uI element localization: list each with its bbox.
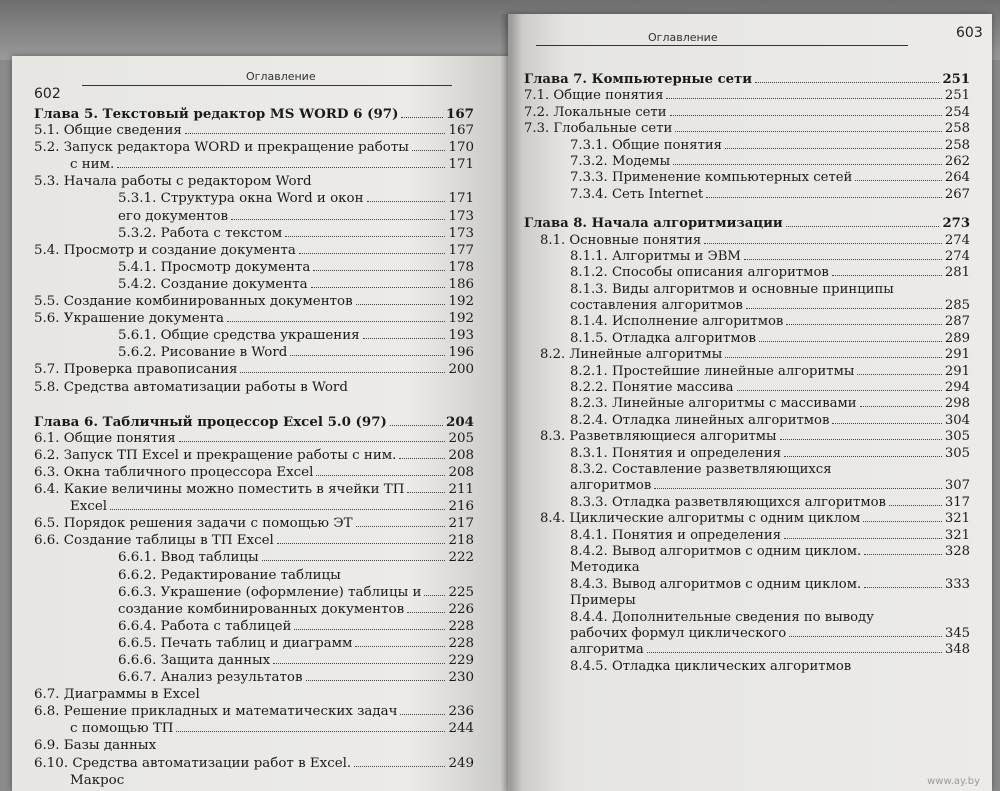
toc-entry-page: 281 [944,265,970,281]
toc-leader-dots [412,150,446,151]
toc-entry-title: 8.3. Разветвляющиеся алгоритмы [540,429,777,445]
toc-entry-page: 222 [448,550,474,566]
left-page [12,56,508,791]
toc-entry-page: 273 [942,216,970,232]
toc-entry-page: 333 [944,576,970,592]
toc-entry-title: 5.4. Просмотр и создание документа [34,242,296,258]
toc-entry-page: 264 [944,170,970,186]
toc-leader-dots [666,98,941,99]
toc-leader-dots [784,456,942,457]
toc-entry-title: 6.4. Какие величины можно поместить в ячейки ТП [34,482,405,498]
toc-entry-title: 5.8. Средства автоматизации работы в Word [34,379,348,395]
toc-entry-title: 7.3. Глобальные сети [524,121,673,137]
toc-entry-page: 167 [446,106,474,122]
toc-entry [34,260,474,277]
toc-entry-page: 274 [944,232,970,248]
toc-entry [524,314,970,330]
toc-entry-page: 171 [448,157,474,173]
toc-entry-page: 317 [944,494,970,510]
toc-leader-dots [240,372,445,373]
toc-leader-dots [401,117,443,118]
toc-entry-page: 328 [944,543,970,559]
toc-entry [34,191,474,208]
toc-entry-title: 8.1.1. Алгоритмы и ЭВМ [570,248,741,264]
toc-leader-dots [185,133,446,134]
toc-leader-dots [725,357,942,358]
toc-spacer [34,397,474,414]
toc-entry [524,331,970,347]
toc-entry-title: 8.4.5. Отладка циклических алгоритмов [570,658,852,674]
toc-entry [34,277,474,294]
toc-entry-page: 173 [448,208,474,224]
toc-entry [524,138,970,154]
right-page [508,14,992,791]
book-gutter [500,14,522,791]
toc-leader-dots [863,521,942,522]
toc-entry [34,550,474,567]
toc-entry [34,294,474,311]
toc-entry-title: 7.3.4. Сеть Internet [570,186,704,202]
toc-entry-title: 8.1.2. Способы описания алгоритмов [570,265,829,281]
toc-entry-page: 244 [448,721,474,737]
toc-entry-title: 6.7. Диаграммы в Excel [34,687,200,703]
toc-leader-dots [864,587,942,588]
toc-entry-title: 8.2.1. Простейшие линейные алгоритмы [570,363,855,379]
toc-entry [34,619,474,636]
toc-entry-title: 6.6.2. Редактирование таблицы [118,567,341,583]
toc-entry-title: 8.3.3. Отладка разветвляющихся алгоритмов [570,494,886,510]
toc-entry [524,642,970,658]
toc-entry-page: 218 [448,533,474,549]
toc-entry-page: 226 [448,601,474,617]
toc-entry-page: 348 [944,642,970,658]
toc-leader-dots [755,82,939,83]
toc-leader-dots [356,526,446,527]
toc-chapter-entry [34,414,474,431]
toc-entry [34,345,474,362]
toc-chapter-entry [524,216,970,232]
toc-entry-title: 5.4.2. Создание документа [118,276,308,292]
toc-entry [34,602,474,619]
toc-entry-title: 5.3.1. Структура окна Word и окон [118,191,364,207]
toc-entry [524,282,970,298]
toc-entry [34,174,474,191]
toc-leader-dots [786,226,940,227]
toc-entry [34,687,474,704]
toc-entry-title: 5.3.2. Работа с текстом [118,225,283,241]
toc-entry-page: 208 [448,464,474,480]
toc-entry-title: 8.1.4. Исполнение алгоритмов [570,314,784,330]
toc-entry-page: 192 [448,294,474,310]
toc-entry-title: с помощью ТП [70,721,174,737]
toc-entry-page: 307 [944,478,970,494]
toc-entry-title: 6.6.3. Украшение (оформление) таблицы и [118,584,422,600]
toc-leader-dots [367,201,446,202]
toc-entry [524,88,970,104]
toc-entry-page: 178 [448,259,474,275]
toc-entry-page: 304 [944,412,970,428]
toc-leader-dots [356,304,446,305]
toc-entry-page: 345 [944,625,970,641]
toc-leader-dots [744,259,942,260]
toc-entry [524,446,970,462]
toc-entry [34,157,474,174]
toc-entry [34,721,474,738]
toc-leader-dots [889,505,942,506]
toc-entry-title: 6.6.1. Ввод таблицы [118,550,259,566]
toc-entry-page: 170 [448,140,474,156]
toc-entry-page: 192 [448,311,474,327]
toc-entry-page: 305 [944,429,970,445]
toc-leader-dots [746,308,942,309]
toc-entry [524,626,970,642]
toc-entry [34,123,474,140]
toc-entry-page: 211 [448,482,474,498]
toc-entry-title: его документов [118,208,229,224]
toc-entry-title: 7.3.3. Применение компьютерных сетей [570,170,853,186]
toc-entry [34,243,474,260]
toc-entry-title: составления алгоритмов [570,298,743,314]
toc-entry [524,577,970,593]
toc-leader-dots [311,287,446,288]
toc-entry-title: 8.4.3. Вывод алгоритмов с одним циклом. [570,576,862,592]
toc-leader-dots [400,714,445,715]
toc-leader-dots [860,406,942,407]
toc-chapter-entry [524,72,970,88]
toc-leader-dots [390,425,443,426]
toc-entry [34,311,474,328]
right-toc-list [524,72,970,675]
toc-entry-title: 8.2.3. Линейные алгоритмы с массивами [570,396,857,412]
toc-entry-title: 5.2. Запуск редактора WORD и прекращение работы [34,140,409,156]
toc-entry [34,380,474,397]
toc-leader-dots [354,766,445,767]
toc-entry-page: 291 [944,363,970,379]
toc-leader-dots [299,253,446,254]
toc-entry-page: 274 [944,248,970,264]
toc-entry [524,560,970,576]
toc-entry [34,738,474,755]
toc-leader-dots [110,509,445,510]
toc-entry-page: 251 [942,72,970,87]
toc-entry [524,511,970,527]
toc-entry-page: 251 [944,88,970,104]
toc-entry-title: 8.3.1. Понятия и определения [570,445,782,461]
toc-entry-title: 8.4. Циклические алгоритмы с одним циклом [540,511,861,527]
toc-entry [34,140,474,157]
toc-entry-page: 200 [448,362,474,378]
toc-entry-page: 236 [448,704,474,720]
toc-entry-page: 294 [944,380,970,396]
right-page-number: 603 [956,25,983,41]
toc-entry-title: 7.3.2. Модемы [570,153,671,169]
toc-leader-dots [706,197,942,198]
toc-entry [524,396,970,412]
toc-entry-title: Методика [570,560,640,576]
toc-leader-dots [864,554,942,555]
toc-entry [34,482,474,499]
toc-leader-dots [231,219,445,220]
toc-entry [34,362,474,379]
toc-entry [34,431,474,448]
toc-entry-title: 5.6.1. Общие средства украшения [118,328,360,344]
toc-entry-title: 8.2.2. Понятие массива [570,380,734,396]
toc-entry [34,448,474,465]
toc-entry [34,773,474,790]
toc-entry [34,585,474,602]
toc-entry [34,704,474,721]
toc-entry-title: 5.6.2. Рисование в Word [118,345,288,361]
toc-entry-page: 204 [446,413,474,430]
toc-entry-title: Глава 5. Текстовый редактор MS WORD 6 (97) [34,106,399,122]
toc-entry-title: 6.2. Запуск ТП Excel и прекращение работы с ним. [34,447,397,463]
toc-entry-page: 205 [448,430,474,446]
toc-leader-dots [294,629,445,630]
toc-entry-page: 258 [944,121,970,137]
toc-leader-dots [725,148,942,149]
toc-entry-title: 5.7. Проверка правописания [34,362,238,378]
toc-leader-dots [285,236,445,237]
toc-leader-dots [670,115,942,116]
toc-entry [34,465,474,482]
toc-entry-title: 8.1.5. Отладка алгоритмов [570,330,756,346]
right-running-head: Оглавление [648,31,718,44]
toc-leader-dots [832,275,942,276]
toc-entry-title: создание комбинированных документов [118,601,405,617]
toc-entry-page: 291 [944,347,970,363]
toc-entry-title: 6.1. Общие понятия [34,430,176,446]
toc-entry [34,226,474,243]
toc-leader-dots [262,560,446,561]
toc-entry-page: 230 [448,670,474,686]
toc-leader-dots [277,543,446,544]
toc-entry-title: 5.5. Создание комбинированных документов [34,294,353,310]
toc-leader-dots [704,243,942,244]
toc-entry [524,364,970,380]
toc-entry-title: 8.2. Линейные алгоритмы [540,347,723,363]
toc-leader-dots [737,390,942,391]
toc-entry [34,533,474,550]
toc-leader-dots [179,441,446,442]
toc-entry-page: 167 [448,123,474,139]
toc-entry [34,670,474,687]
toc-entry-page: 186 [448,276,474,292]
toc-entry-title: Примеры [570,593,636,609]
toc-leader-dots [780,439,942,440]
toc-entry [524,495,970,511]
left-header-rule [82,85,452,86]
toc-entry-title: рабочих формул циклического [570,625,787,641]
toc-leader-dots [355,646,445,647]
toc-leader-dots [227,321,445,322]
toc-leader-dots [306,680,446,681]
toc-leader-dots [273,663,445,664]
left-running-head: Оглавление [246,70,316,83]
toc-entry-title: 5.6. Украшение документа [34,311,225,327]
toc-leader-dots [647,652,942,653]
toc-entry [524,233,970,249]
toc-leader-dots [117,167,445,168]
toc-entry-title: 6.5. Порядок решения задачи с помощью ЭТ [34,516,353,532]
toc-entry-title: 8.1. Основные понятия [540,232,702,248]
toc-entry-page: 249 [448,755,474,771]
toc-entry [524,610,970,626]
toc-entry-page: 228 [448,618,474,634]
toc-entry-title: Глава 6. Табличный процессор Excel 5.0 (97) [34,413,387,430]
toc-leader-dots [313,270,445,271]
toc-entry [524,170,970,186]
toc-leader-dots [399,458,445,459]
toc-entry [524,187,970,203]
toc-entry [524,528,970,544]
toc-entry-title: 6.3. Окна табличного процессора Excel [34,464,314,480]
toc-entry-page: 173 [448,225,474,241]
toc-entry [524,429,970,445]
toc-entry-page: 287 [944,314,970,330]
toc-entry [524,380,970,396]
toc-entry-title: 8.4.2. Вывод алгоритмов с одним циклом. [570,543,862,559]
toc-entry-page: 289 [944,330,970,346]
toc-entry-page: 177 [448,242,474,258]
toc-spacer [524,203,970,216]
toc-leader-dots [855,180,942,181]
toc-entry-page: 298 [944,396,970,412]
toc-entry-page: 216 [448,499,474,515]
toc-leader-dots [407,492,445,493]
toc-entry-title: 8.3.2. Составление разветвляющихся [570,461,832,477]
toc-entry-title: 6.6.4. Работа с таблицей [118,618,292,634]
toc-entry-page: 305 [944,445,970,461]
toc-entry-title: 8.4.1. Понятия и определения [570,527,782,543]
toc-entry [34,499,474,516]
toc-leader-dots [784,538,942,539]
toc-entry [34,209,474,226]
toc-entry-page: 171 [448,191,474,207]
toc-entry-page: 262 [944,153,970,169]
toc-entry [34,568,474,585]
toc-entry [524,249,970,265]
toc-entry-page: 254 [944,104,970,120]
toc-entry [524,105,970,121]
toc-entry-title: алгоритмов [570,478,652,494]
toc-leader-dots [789,636,942,637]
toc-entry [524,298,970,314]
toc-entry-page: 208 [448,447,474,463]
toc-leader-dots [786,324,941,325]
toc-entry-title: 8.4.4. Дополнительные сведения по выводу [570,609,874,625]
toc-entry [524,121,970,137]
toc-entry-page: 228 [448,635,474,651]
toc-leader-dots [290,355,445,356]
right-header-rule [536,45,908,46]
left-toc-list [34,106,474,790]
toc-entry [34,636,474,653]
toc-entry-page: 285 [944,298,970,314]
toc-entry [524,593,970,609]
toc-entry-title: 5.3. Начала работы с редактором Word [34,174,312,190]
toc-leader-dots [363,338,446,339]
toc-leader-dots [424,595,445,596]
toc-entry-title: 5.1. Общие сведения [34,123,182,139]
left-page-number: 602 [34,86,61,102]
toc-entry-title: 7.3.1. Общие понятия [570,137,722,153]
toc-entry-title: 6.6.7. Анализ результатов [118,670,303,686]
watermark: www.ay.by [927,776,980,787]
toc-leader-dots [654,488,942,489]
toc-entry-page: 321 [944,511,970,527]
toc-entry-title: 5.4.1. Просмотр документа [118,259,311,275]
toc-entry [524,478,970,494]
toc-entry [524,154,970,170]
toc-leader-dots [675,131,942,132]
toc-entry-title: 8.1.3. Виды алгоритмов и основные принципы [570,281,894,297]
toc-entry [524,413,970,429]
toc-entry-page: 217 [448,516,474,532]
toc-entry-title: 7.2. Локальные сети [524,104,667,120]
toc-entry-page: 193 [448,328,474,344]
toc-entry [524,265,970,281]
toc-entry-page: 229 [448,653,474,668]
toc-entry [34,653,474,670]
toc-entry [524,659,970,675]
toc-leader-dots [407,612,445,613]
toc-entry-title: Макрос [70,772,125,788]
toc-leader-dots [673,164,942,165]
toc-entry-title: 6.10. Средства автоматизации работ в Excel. [34,755,352,771]
toc-entry [34,328,474,345]
toc-leader-dots [832,423,941,424]
toc-entry-page: 225 [448,584,474,600]
toc-entry-title: Глава 8. Начала алгоритмизации [524,216,783,232]
toc-entry-page: 196 [448,345,474,361]
toc-chapter-entry [34,106,474,123]
toc-entry-title: алгоритма [570,642,644,658]
toc-leader-dots [176,731,445,732]
toc-entry-title: с ним. [70,157,115,173]
toc-leader-dots [759,341,942,342]
toc-entry [524,462,970,478]
toc-leader-dots [857,374,941,375]
toc-entry-title: 8.2.4. Отладка линейных алгоритмов [570,412,830,428]
toc-entry-title: Глава 7. Компьютерные сети [524,72,752,87]
toc-entry-page: 267 [944,186,970,202]
toc-entry-page: 258 [944,137,970,153]
toc-entry-title: Excel [70,499,108,515]
toc-entry [524,544,970,560]
toc-entry-title: 6.8. Решение прикладных и математических задач [34,704,398,720]
toc-leader-dots [316,475,445,476]
toc-entry-title: 6.6.5. Печать таблиц и диаграмм [118,635,353,651]
toc-entry-title: 6.6.6. Защита данных [118,653,271,668]
toc-entry-page: 321 [944,527,970,543]
toc-entry [34,756,474,773]
toc-entry-title: 6.6. Создание таблицы в ТП Excel [34,533,274,549]
toc-entry [34,516,474,533]
toc-entry-title: 7.1. Общие понятия [524,88,664,104]
toc-entry [524,347,970,363]
toc-entry-title: 6.9. Базы данных [34,738,157,754]
